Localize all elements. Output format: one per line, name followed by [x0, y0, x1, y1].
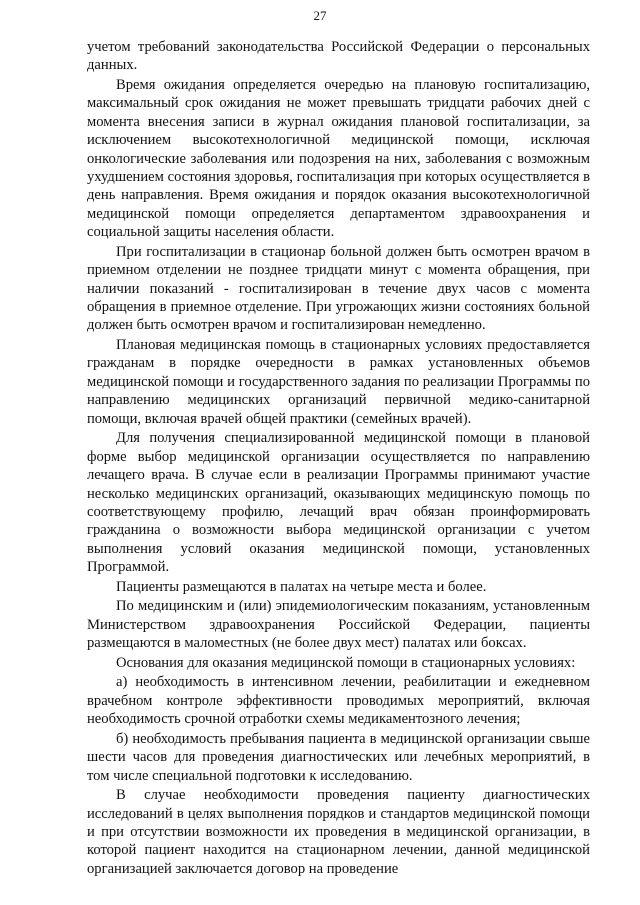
- paragraph-personal-data: учетом требований законодательства Российской Федерации о персональных данных.: [87, 39, 590, 74]
- paragraph-waiting-time: Время ожидания определяется очередью на плановую госпитализацию, максимальный срок ожидания не может превышать тридцати рабочих дней с момента внесения записи в журнал ожидания плановой госпитализации, за исключением высокотехнологичной медицинской помощи, исключая онкологические заболевания или подозрения на них, заболевания с возможным ухудшением состояния здоровья, госпитализация при которых осуществляется в день направления. Время ожидания и порядок оказания высокотехнологичной медицинской помощи определяется департаментом здравоохранения и социальной защиты населения области.: [87, 77, 590, 241]
- paragraph-specialized-care: Для получения специализированной медицинской помощи в плановой форме выбор медицинской организации осуществляется по направлению лечащего врача. В случае если в реализации Программы принимают участие несколько медицинских организаций, оказывающих медицинскую помощь по соответствующему профилю, лечащий врач обязан проинформировать гражданина о возможности выбора медицинской организации с учетом выполнения условий оказания медицинской помощи, установленных Программой.: [87, 430, 590, 576]
- paragraph-hospitalization-exam: При госпитализации в стационар больной должен быть осмотрен врачом в приемном отделении не позднее тридцати минут с момента обращения, при наличии показаний - госпитализирован в течение двух часов с момента обращения в приемное отделение. При угрожающих жизни состояниях больной должен быть осмотрен врачом и госпитализирован немедленно.: [87, 243, 590, 334]
- paragraph-ground-b: б) необходимость пребывания пациента в медицинской организации свыше шести часов для проведения диагностических или лечебных мероприятий, в том числе специальной подготовки к исследованию.: [87, 730, 590, 784]
- page-number: 27: [313, 8, 327, 23]
- paragraph-ward-placement: Пациенты размещаются в палатах на четыре места и более.: [116, 578, 487, 595]
- paragraph-planned-care: Плановая медицинская помощь в стационарных условиях предоставляется гражданам в порядке очередности в рамках установленных объемов медицинской помощи и государственного задания по реализации Программы по направлению медицинских организаций первичной медико-санитарной помощи, включая врачей общей практики (семейных врачей).: [87, 337, 590, 427]
- paragraph-grounds-heading: Основания для оказания медицинской помощи в стационарных условиях:: [116, 654, 576, 671]
- paragraph-ground-a: а) необходимость в интенсивном лечении, реабилитации и ежедневном врачебном контроле эффективности проводимых мероприятий, включая необходимость срочной отработки схемы медикаментозного лечения;: [87, 674, 590, 728]
- paragraph-small-wards: По медицинским и (или) эпидемиологическим показаниям, установленным Министерством здравоохранения Российской Федерации, пациенты размещаются в маломестных (не более двух мест) палатах или боксах.: [87, 598, 590, 652]
- paragraph-diagnostic-contract: В случае необходимости проведения пациенту диагностических исследований в целях выполнения порядков и стандартов медицинской помощи и при отсутствии возможности их проведения в медицинской организации, в которой пациент находится на стационарном лечении, данной медицинской организацией заключается договор на проведение: [87, 787, 590, 877]
- document-body: [87, 38, 590, 879]
